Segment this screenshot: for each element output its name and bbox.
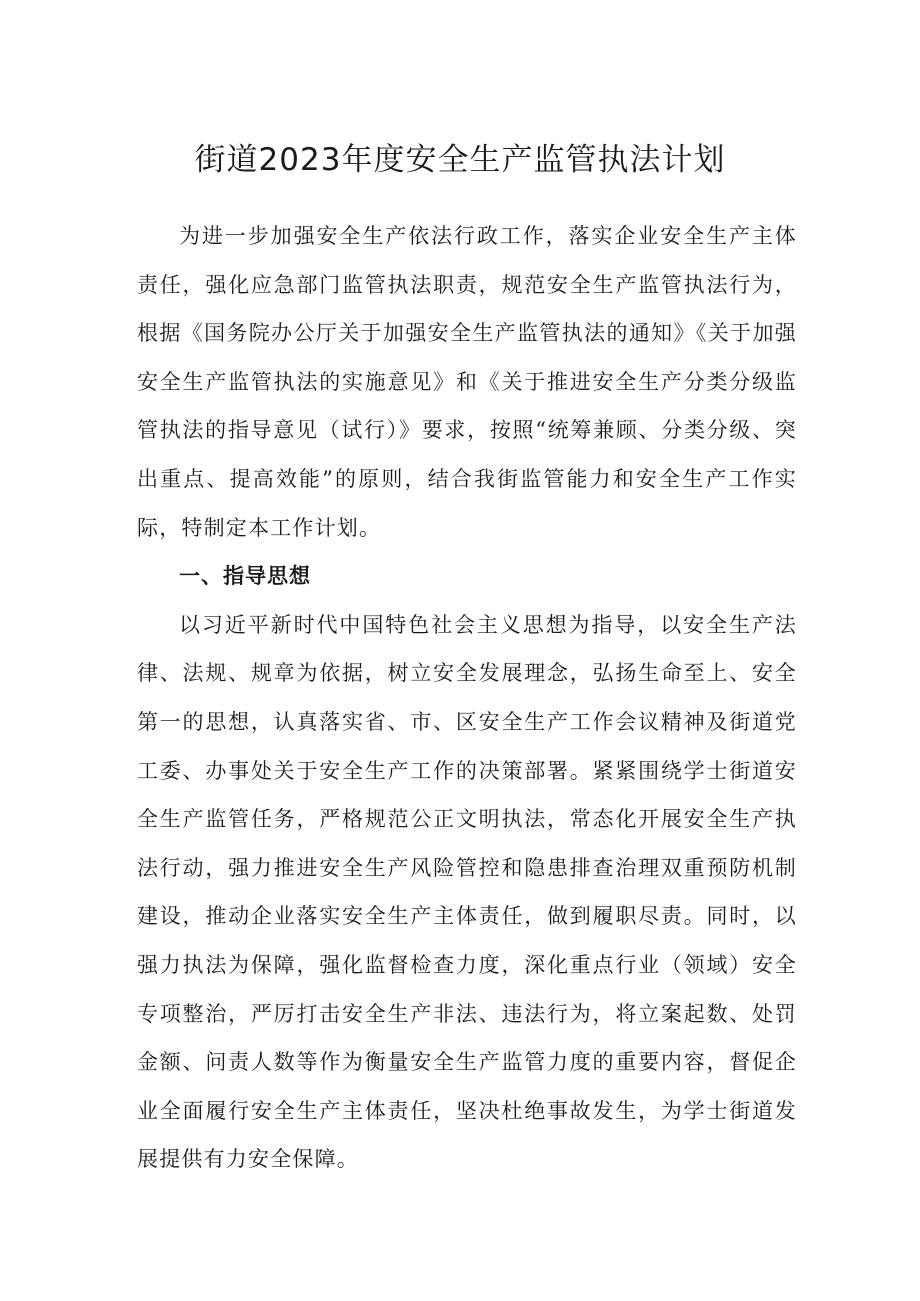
section-paragraph: 以习近平新时代中国特色社会主义思想为指导，以安全生产法律、法规、规章为依据，树立安全发展理念，弘扬生命至上、安全第一的思想，认真落实省、市、区安全生产工作会议精神及街道党工委、办事处关于安全生产工作的决策部署。紧紧围绕学士街道安全生产监管任务，严格规范公正文明执法，常态化开展安全生产执法行动，强力推进安全生产风险管控和隐患排查治理双重预防机制建设，推动企业落实安全生产主体责任，做到履职尽责。同时，以强力执法为保障，强化监督检查力度，深化重点行业（领域）安全专项整治，严厉打击安全生产非法、违法行为，将立案起数、处罚金额、问责人数等作为衡量安全生产监管力度的重要内容，督促企业全面履行安全生产主体责任，坚决杜绝事故发生，为学士街道发展提供有力安全保障。 — [137, 612, 797, 1172]
document-body — [137, 212, 797, 1184]
document-title: 街道2023年度安全生产监管执法计划 — [194, 142, 726, 178]
intro-paragraph: 为进一步加强安全生产依法行政工作，落实企业安全生产主体责任，强化应急部门监管执法职责，规范安全生产监管执法行为，根据《国务院办公厅关于加强安全生产监管执法的通知》《关于加强安全生产监管执法的实施意见》和《关于推进安全生产分类分级监管执法的指导意见（试行）》要求，按照“统筹兼顾、分类分级、突出重点、提高效能”的原则，结合我街监管能力和安全生产工作实际，特制定本工作计划。 — [137, 224, 797, 540]
section-heading: 一、指导思想 — [179, 564, 311, 589]
